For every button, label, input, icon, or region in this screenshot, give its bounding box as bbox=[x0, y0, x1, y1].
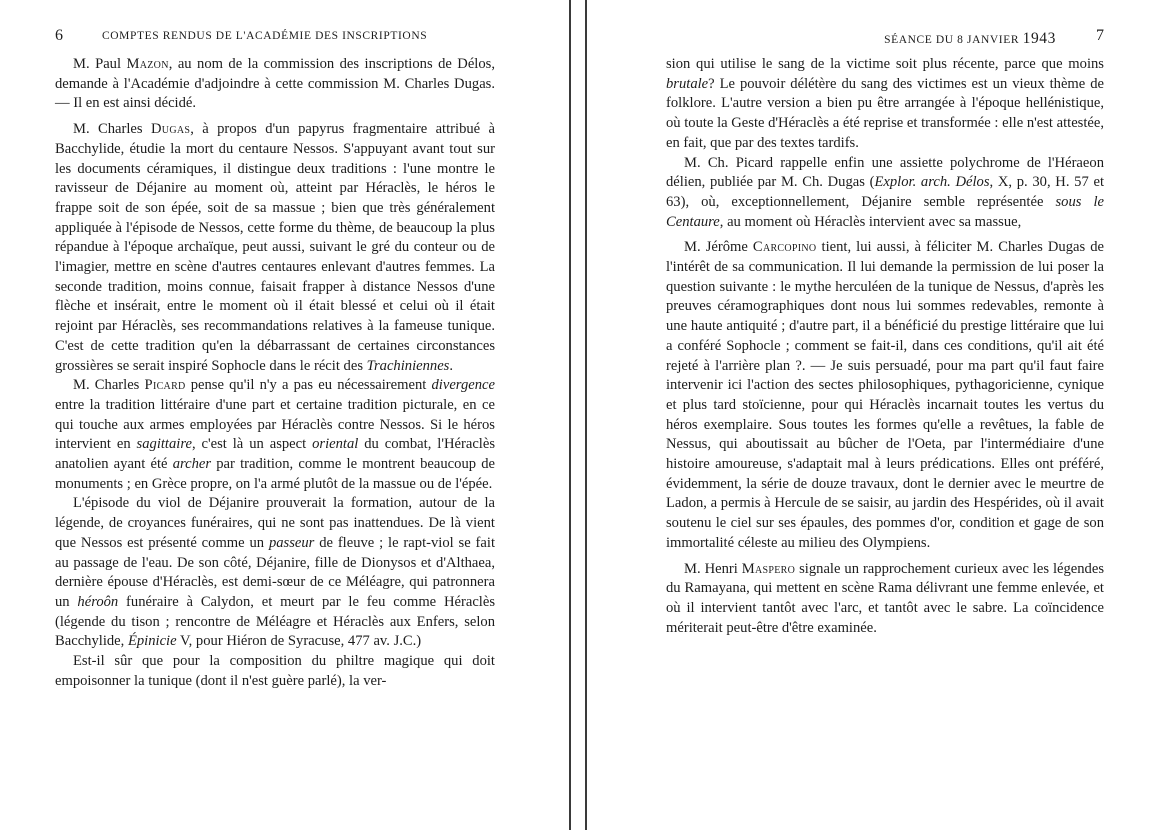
paragraph-maspero bbox=[666, 560, 1104, 639]
running-head-title bbox=[884, 30, 1056, 48]
running-head-year: 1943 bbox=[1022, 30, 1056, 47]
page-number: 7 bbox=[1096, 27, 1104, 44]
paragraph-philtre: Est-il sûr que pour la composition du philtre magique qui doit empoisonner la tunique (dont il n'est guère parlé), la ver- bbox=[55, 653, 495, 689]
text-run: , X, p. 30, H. 57 et 63), où, exceptionnellement, Déjanire semble représentée bbox=[666, 174, 1104, 210]
paragraph-dugas bbox=[55, 120, 495, 376]
italic-text: Explor. arch. Délos bbox=[874, 174, 990, 191]
paragraph-mazon bbox=[55, 55, 495, 114]
right-page bbox=[588, 0, 1163, 830]
text-run: ? Le pouvoir délétère du sang des victimes est un vieux thème de folklore. L'autre version a bien pu être arrangée à l'époque hellénistique, où toute la Geste d'Héraclès a été reprise et transformée : elle n'est attestée, en fait, que par des textes tardifs. bbox=[666, 75, 1105, 151]
italic-text: divergence bbox=[431, 377, 495, 394]
page-body bbox=[666, 55, 1104, 638]
text-run: M. Ch. Picard rappelle enfin une assiette polychrome de l'Héraeon délien, publiée par M. Ch. Dugas ( bbox=[666, 154, 1104, 191]
text-run: , au nom de la commission des inscriptions de Délos, demande à l'Académie d'adjoindre à cette commission M. Charles Dugas. — Il en est ainsi décidé. bbox=[55, 56, 495, 112]
text-run: M. Jérôme bbox=[684, 239, 753, 256]
text-run: M. Henri bbox=[684, 560, 742, 577]
text-run: de fleuve ; le rapt-viol se fait au passage de l'eau. De son côté, Déjanire, fille de Dionysos et d'Althaea, dernière épouse d'Héraclès, est demi-sœur de ce Méléagre, qui patronnera un bbox=[55, 534, 496, 610]
speaker-name: Mazon bbox=[126, 56, 169, 72]
text-run: , à propos d'un papyrus fragmentaire attribué à Bacchylide, étudie la mort du centaure Nessos. S'appuyant avant tout sur les documents céramiques, il distingue deux traditions : l'une montre le ravisseur de Déjanire au moment où, atteint par Héraclès, le héros le frappe soit de son épée, soit de sa massue ; bien que très généralement appliquée à l'épisode de Nessos, cette forme du thème, de beaucoup la plus répandue à l'époque archaïque, peut aussi, suivant le gré du conteur ou de l'imagier, mettre en scène d'autres centaures enlevant d'autres femmes. La seconde tradition, moins connue, faisait frapper à distance Nessos d'une flèche et insérait, entre le moment où il était blessé et celui où il était rejoint par Héraclès, ses recommandations relatives à la fameuse tunique. C'est de cette tradition qu'en la débarrassant de certaines circonstances grossières se serait inspiré Sophocle dans le récit des bbox=[55, 121, 495, 374]
italic-text: oriental bbox=[312, 436, 359, 453]
italic-text: Trachiniennes bbox=[366, 357, 450, 374]
text-run: du combat, l'Héraclès anatolien ayant été bbox=[55, 436, 496, 473]
text-run: SÉANCE DU 8 JANVIER bbox=[884, 34, 1020, 46]
running-head bbox=[666, 27, 1104, 47]
running-head-title: COMPTES RENDUS DE L'ACADÉMIE DES INSCRIPTIONS bbox=[102, 30, 428, 42]
page-body bbox=[55, 55, 495, 692]
text-run: , c'est là un aspect bbox=[191, 436, 313, 453]
speaker-name: Maspero bbox=[741, 560, 796, 577]
gutter-divider bbox=[585, 0, 587, 830]
text-run: L'épisode du viol de Déjanire prouverait la formation, autour de la légende, de croyances funéraires, qui ne sont pas inattendues. De là vient que Nessos est présenté comme un bbox=[55, 495, 495, 551]
text-run: pense qu'il n'y a pas eu nécessairement bbox=[185, 377, 432, 394]
text-run: entre la tradition littéraire d'une part et certaine tradition picturale, en ce qui touche aux armes employées par Héraclès contre Nessos. Si le héros intervient en bbox=[55, 396, 495, 453]
running-head bbox=[55, 27, 495, 47]
text-run: tient, lui aussi, à féliciter M. Charles Dugas de l'intérêt de sa communication. Il lui demande la permission de lui poser la question suivante : le mythe herculéen de la tunique de Nessus, d'après les preuves céramographiques dont nous lui sommes redevables, remonte à une haute antiquité ; d'autre part, il a bénéficié du prestige littéraire que lui a conféré Sophocle ; comment se fait-il, dans ces conditions, qu'il ait été rejeté à l'arrière plan ?. — Je suis persuadé, pour ma part qu'il faut faire intervenir ici l'action des sectes philosophiques, pythagoricienne, cynique et plus tard stoïcienne, pour qui Héraclès incarnait toutes les vertus du héros exemplaire. Sous toutes les formes qu'elle a revêtues, la fable de Nessus, qui aboutissait au bûcher de l'Oeta, par l'intermédiaire d'une histoire amoureuse, s'adaptait mal à leurs prédications. Elles ont préféré, évidemment, la série de douze travaux, dont le dernier avec le meurtre de Ladon, a permis à Hercule de se saisir, au jardin des Hespérides, où il avait soutenu le ciel sur ses épaules, des pommes d'or, condition et gage de son immortalité céleste au milieu des Olympiens. bbox=[666, 239, 1104, 551]
speaker-name: Picard bbox=[144, 377, 186, 394]
left-page bbox=[0, 0, 572, 830]
text-run: M. Charles bbox=[73, 377, 145, 394]
page-number: 6 bbox=[55, 27, 63, 44]
text-run: . bbox=[449, 357, 454, 374]
text-run: V, pour Hiéron de Syracuse, 477 av. J.C.) bbox=[176, 633, 422, 650]
italic-text: héroôn bbox=[77, 593, 119, 610]
gutter-divider bbox=[569, 0, 571, 830]
text-run: , au moment où Héraclès intervient avec sa massue, bbox=[719, 213, 1022, 230]
paragraph-carcopino bbox=[666, 238, 1104, 553]
italic-text: brutale bbox=[666, 75, 709, 92]
text-run: sion qui utilise le sang de la victime soit plus récente, parce que moins bbox=[666, 56, 1104, 72]
italic-text: sous le Centaure bbox=[666, 193, 1104, 230]
paragraph-continuation bbox=[666, 55, 1104, 154]
speaker-name: Dugas bbox=[150, 121, 191, 138]
text-run: M. Paul bbox=[73, 56, 127, 72]
speaker-name: Carcopino bbox=[752, 239, 817, 256]
text-run: signale un rapprochement curieux avec les légendes du Ramayana, qui mettent en scène Rama délivrant une femme enlevée, et où il intervient tantôt avec l'arc, et tantôt avec le sabre. La coïncidence mériterait peut-être d'être examinée. bbox=[666, 560, 1104, 636]
text-run: par tradition, comme le montrent beaucoup de monuments ; en Grèce propre, on l'a armé plutôt de la massue ou de l'épée. bbox=[55, 456, 496, 492]
text-run: M. Charles bbox=[73, 121, 151, 138]
paragraph-picard-assiette bbox=[666, 154, 1104, 233]
italic-text: archer bbox=[172, 456, 212, 473]
italic-text: sagittaire bbox=[136, 436, 192, 453]
paragraph-dejanire bbox=[55, 494, 495, 652]
paragraph-picard bbox=[55, 376, 495, 494]
italic-text: passeur bbox=[268, 534, 315, 551]
italic-text: Épinicie bbox=[127, 633, 177, 650]
text-run: funéraire à Calydon, et meurt par le feu comme Héraclès (légende du tison ; rencontre de Méléagre et Héraclès aux Enfers, selon Bacchylide, bbox=[55, 593, 496, 650]
